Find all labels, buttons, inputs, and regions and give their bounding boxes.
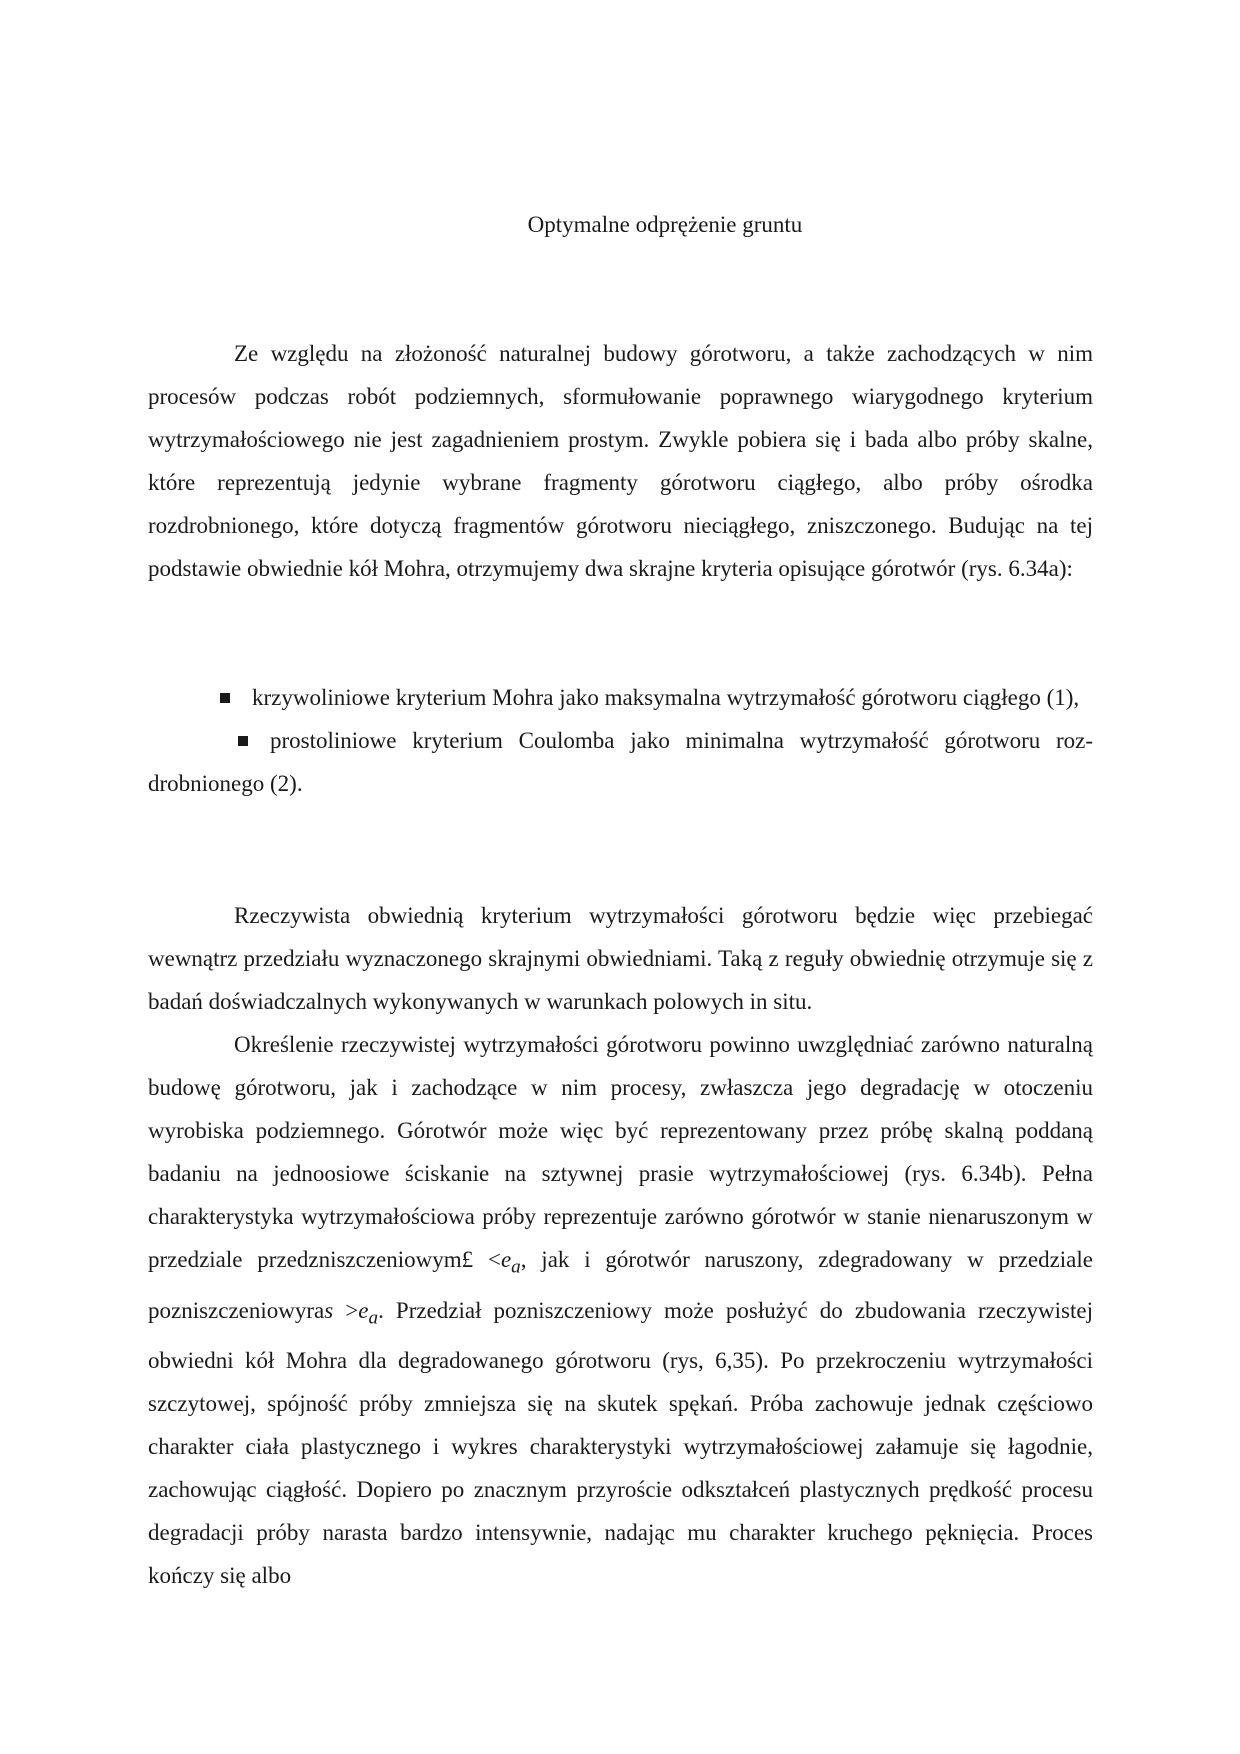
symbol-e-a: $e_a$ xyxy=(500,1247,521,1278)
bullet-item-2 xyxy=(148,719,1093,805)
paragraph-3-part-2: , jak i górotwór naruszony, zdegradowany w przedziale pozniszczeniowyra xyxy=(148,1247,1093,1323)
paragraph-3-text xyxy=(148,1023,1093,1597)
symbol-s: s xyxy=(324,1297,334,1323)
document-title: Optymalne odprężenie gruntu xyxy=(527,212,803,237)
bullet-item-1 xyxy=(148,676,1093,719)
square-bullet-icon xyxy=(238,736,248,746)
symbol-e-a-2: $e_a$ xyxy=(358,1297,379,1329)
paragraph-intro xyxy=(148,332,1093,590)
paragraph-strength xyxy=(148,1023,1093,1597)
paragraph-3-part-4: . Przedział pozniszczeniowy może posłużyć do zbudowania rzeczywistej obwiedni kół Mohra dla degradowanego górotworu (rys, 6,35). Po przekroczeniu wytrzymałości szczytowej, spójność próby zmniejsza się na skutek spękań. Próba zachowuje jednak częściowo charakter ciała plastycznego i wykres charakterystyki wytrzymałościowej załamuje się łagodnie, zachowując ciągłość. Dopiero po znacznym przyroście odkształceń plastycznych prędkość procesu degradacji próby narasta bardzo intensywnie, nadając mu charakter kruchego pęknięcia. Proces kończy się albo xyxy=(148,1297,1093,1589)
square-bullet-icon xyxy=(220,693,230,703)
bullet-1-text: krzywoliniowe kryterium Mohra jako maksymalna wytrzymałość górotworu ciągłego (1), xyxy=(252,685,1080,710)
bullet-list xyxy=(148,676,1093,805)
paragraph-envelope xyxy=(148,894,1093,1023)
bullet-2-text: prostoliniowe kryterium Coulomba jako minimalna wytrzymałość górotworu roz-drobnionego (2). xyxy=(148,728,1093,796)
paragraph-3-part-1: Określenie rzeczywistej wytrzymałości górotworu powinno uwzględniać zarówno naturalną budowę górotworu, jak i zachodzące w nim procesy, zwłaszcza jego degradację w otoczeniu wyrobiska podziemnego. Górotwór może więc być reprezentowany przez próbę skalną poddaną badaniu na jednoosiowe ściskanie na sztywnej prasie wytrzymałościowej (rys. 6.34b). Pełna charakterystyka wytrzymałościowa próby reprezentuje zarówno górotwór w stanie nienaruszonym w przedziale przedzniszczeniowym£ < xyxy=(148,1032,1093,1272)
paragraph-1-text: Ze względu na złożoność naturalnej budowy górotworu, a także zachodzących w nim procesów podczas robót podziemnych, sformułowanie poprawnego wiarygodnego kryterium wytrzymałościowego nie jest zagadnieniem prostym. Zwykle pobiera się i bada albo próby skalne, które reprezentują jedynie wybrane fragmenty górotworu ciągłego, albo próby ośrodka rozdrobnionego, które dotyczą fragmentów górotworu nieciągłego, zniszczonego. Budując na tej podstawie obwiednie kół Mohra, otrzymujemy dwa skrajne kryteria opisujące górotwór (rys. 6.34a): xyxy=(148,341,1093,581)
paragraph-3-part-3: > xyxy=(333,1297,359,1323)
paragraph-2-text: Rzeczywista obwiednią kryterium wytrzymałości górotworu będzie więc przebiegać wewnątrz przedziału wyznaczonego skrajnymi obwiedniami. Taką z reguły obwiednię otrzymuje się z badań doświadczalnych wykonywanych w warunkach polowych in situ. xyxy=(148,903,1093,1014)
